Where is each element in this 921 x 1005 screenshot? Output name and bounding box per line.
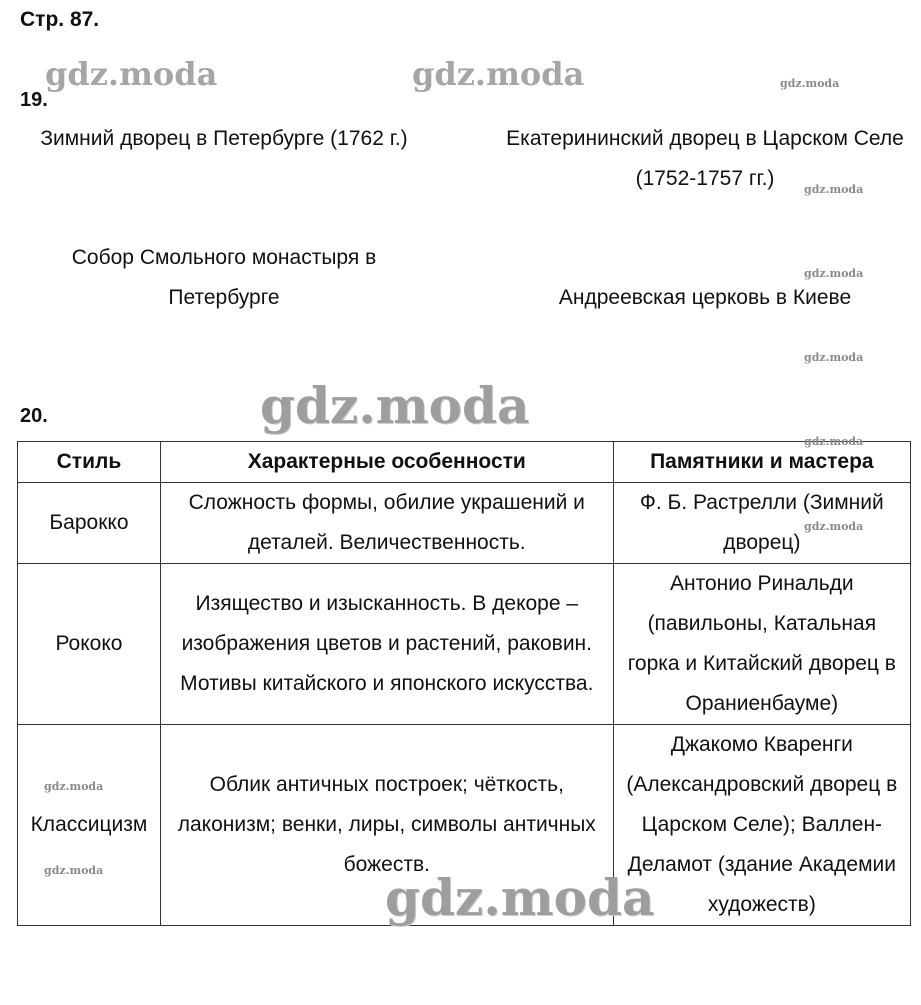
watermark-logo: gdz.moda xyxy=(45,55,218,93)
header-monuments: Памятники и мастера xyxy=(613,442,910,483)
caption-winter-palace: Зимний дворец в Петербурге (1762 г.) xyxy=(40,127,408,150)
page-number-label: Стр. 87. xyxy=(20,8,100,31)
watermark-logo: gdz.moda xyxy=(412,55,585,93)
watermark-logo: gdz.moda xyxy=(804,183,864,196)
caption-st-andrew-church: Андреевская церковь в Киеве xyxy=(558,286,852,309)
task-20-number: 20. xyxy=(20,405,48,427)
cell-monuments: Антонио Ринальди (павильоны, Катальная горка и Китайский дворец в Ораниенбауме) xyxy=(613,564,910,725)
task-19-number: 19. xyxy=(20,89,48,111)
cell-style: Классицизм xyxy=(18,725,161,926)
table-row xyxy=(18,725,911,926)
cell-features: Сложность формы, обилие украшений и деталей. Величественность. xyxy=(160,483,613,564)
watermark-logo: gdz.moda xyxy=(44,780,104,793)
watermark-logo: gdz.moda xyxy=(804,267,864,280)
cell-monuments: Джакомо Кваренги (Александровский дворец в Царском Селе); Валлен-Деламот (здание Академии художеств) xyxy=(613,725,910,926)
table-header-row xyxy=(18,442,911,483)
watermark-logo: gdz.moda xyxy=(44,864,104,877)
cell-monuments: Ф. Б. Растрелли (Зимний дворец) xyxy=(613,483,910,564)
header-style: Стиль xyxy=(18,442,161,483)
caption-smolny-cathedral: Собор Смольного монастыря в Петербурге xyxy=(71,246,377,309)
watermark-logo: gdz.moda xyxy=(804,435,864,448)
table-row xyxy=(18,564,911,725)
cell-style: Барокко xyxy=(18,483,161,564)
cell-features: Облик античных построек; чёткость, лаконизм; венки, лиры, символы античных божеств. xyxy=(160,725,613,926)
table-row xyxy=(18,483,911,564)
watermark-logo: gdz.moda xyxy=(780,77,840,90)
caption-catherine-palace: Екатерининский дворец в Царском Селе (1752-1757 гг.) xyxy=(506,127,904,190)
header-features: Характерные особенности xyxy=(160,442,613,483)
watermark-logo: gdz.moda xyxy=(260,376,530,435)
watermark-logo: gdz.moda xyxy=(385,868,655,927)
watermark-logo: gdz.moda xyxy=(804,520,864,533)
watermark-logo: gdz.moda xyxy=(804,351,864,364)
cell-style: Рококо xyxy=(18,564,161,725)
styles-table xyxy=(17,441,911,926)
cell-features: Изящество и изысканность. В декоре – изображения цветов и растений, раковин. Мотивы китайского и японского искусства. xyxy=(160,564,613,725)
